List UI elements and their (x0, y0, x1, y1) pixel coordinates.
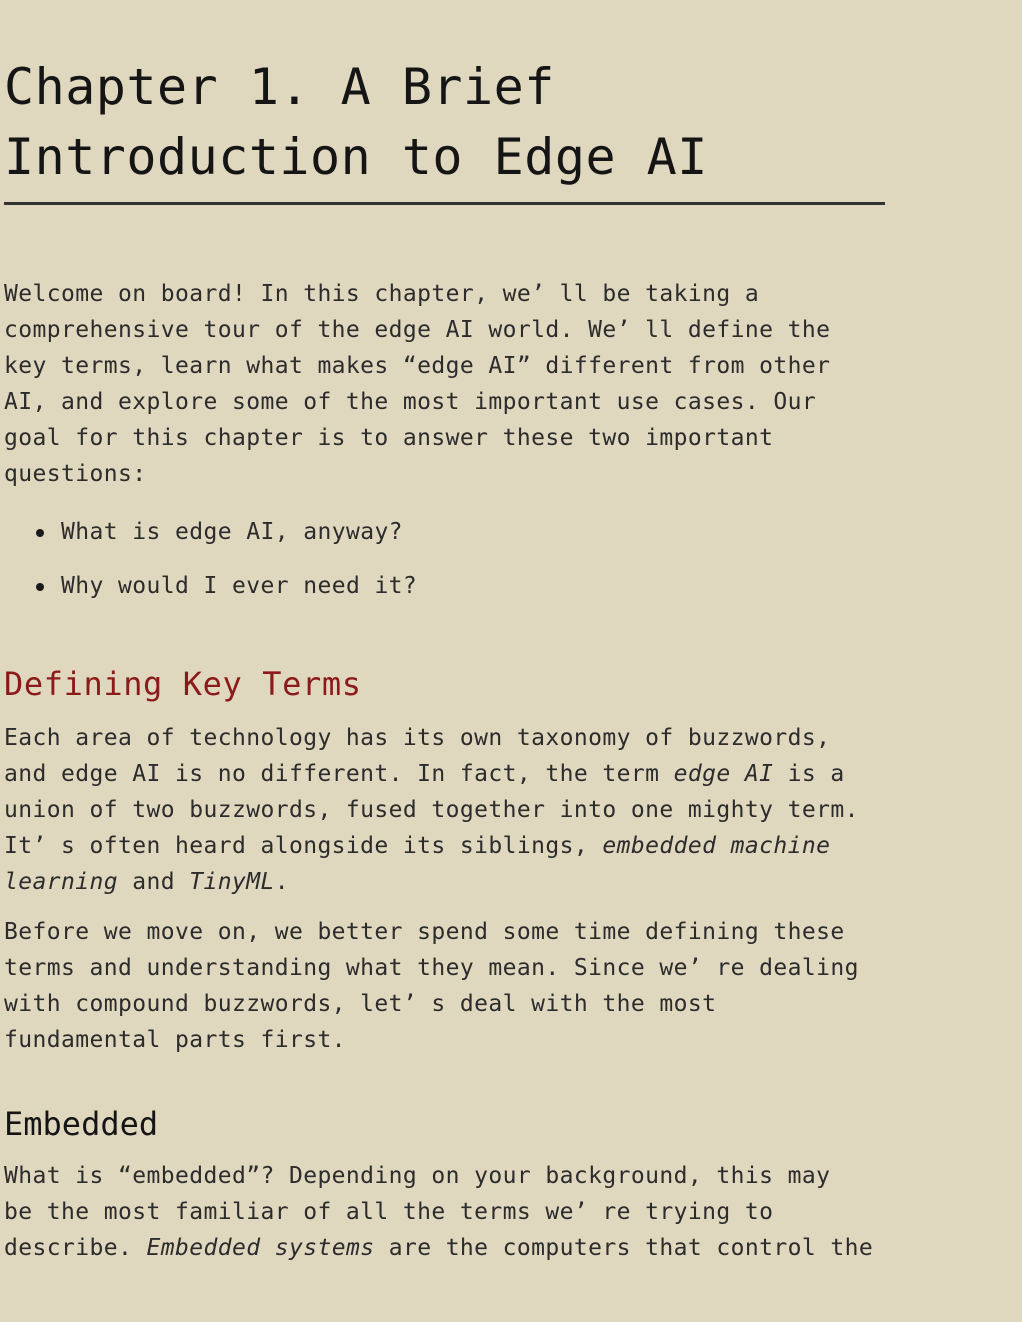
paragraph-line: Before we move on, we better spend some time defining these (4, 919, 845, 945)
key-terms-paragraph (4, 720, 884, 900)
paragraph-line: be the most familiar of all the terms we’ re trying to (4, 1199, 774, 1225)
paragraph-line: Each area of technology has its own taxonomy of buzzwords, (4, 725, 831, 751)
text-run: is a (773, 761, 845, 787)
question-list (4, 514, 884, 622)
list-item-text: What is edge AI, anyway? (61, 519, 403, 545)
paragraph-line: terms and understanding what they mean. Since we’ re dealing (4, 955, 859, 981)
text-run: . (274, 869, 289, 895)
intro-line: Welcome on board! In this chapter, we’ ll be taking a (4, 281, 760, 307)
paragraph-line: with compound buzzwords, let’ s deal with the most (4, 991, 717, 1017)
bullet-icon (36, 529, 44, 537)
intro-paragraph (4, 276, 884, 492)
bullet-icon (36, 583, 44, 591)
chapter-title (4, 52, 884, 192)
paragraph-line: What is “embedded”? Depending on your background, this may (4, 1163, 831, 1189)
term-tinyml: TinyML (189, 869, 275, 895)
section-heading: Defining Key Terms (4, 665, 362, 703)
text-run: describe. (4, 1235, 147, 1261)
title-divider (4, 202, 885, 205)
list-item (4, 568, 884, 604)
list-item-text: Why would I ever need it? (61, 573, 418, 599)
paragraph-line (4, 864, 884, 900)
intro-line: comprehensive tour of the edge AI world. We’ ll define the (4, 317, 831, 343)
paragraph-line (4, 756, 884, 792)
term-embedded-machine-learning: embedded machine (602, 833, 831, 859)
paragraph-line: fundamental parts first. (4, 1027, 346, 1053)
text-run: and edge AI is no different. In fact, the term (4, 761, 674, 787)
definitions-paragraph (4, 914, 884, 1058)
paragraph-line (4, 828, 884, 864)
text-run: and (117, 869, 190, 895)
list-item (4, 514, 884, 550)
paragraph-line (4, 1230, 884, 1266)
term-learning: learning (4, 869, 118, 895)
subsection-heading: Embedded (4, 1105, 159, 1143)
text-run: It’ s often heard alongside its siblings, (4, 833, 603, 859)
term-edge-ai: edge AI (673, 761, 774, 787)
term-embedded-systems: Embedded systems (146, 1235, 375, 1261)
intro-line: goal for this chapter is to answer these two important (4, 425, 774, 451)
intro-line: questions: (4, 461, 147, 487)
text-run: are the computers that control the (374, 1235, 874, 1261)
paragraph-line: union of two buzzwords, fused together into one mighty term. (4, 797, 859, 823)
intro-line: key terms, learn what makes “edge AI” different from other (4, 353, 831, 379)
embedded-paragraph (4, 1158, 884, 1266)
chapter-title-line-2: Introduction to Edge AI (4, 128, 708, 186)
intro-line: AI, and explore some of the most important use cases. Our (4, 389, 817, 415)
chapter-title-line-1: Chapter 1. A Brief (4, 58, 555, 116)
